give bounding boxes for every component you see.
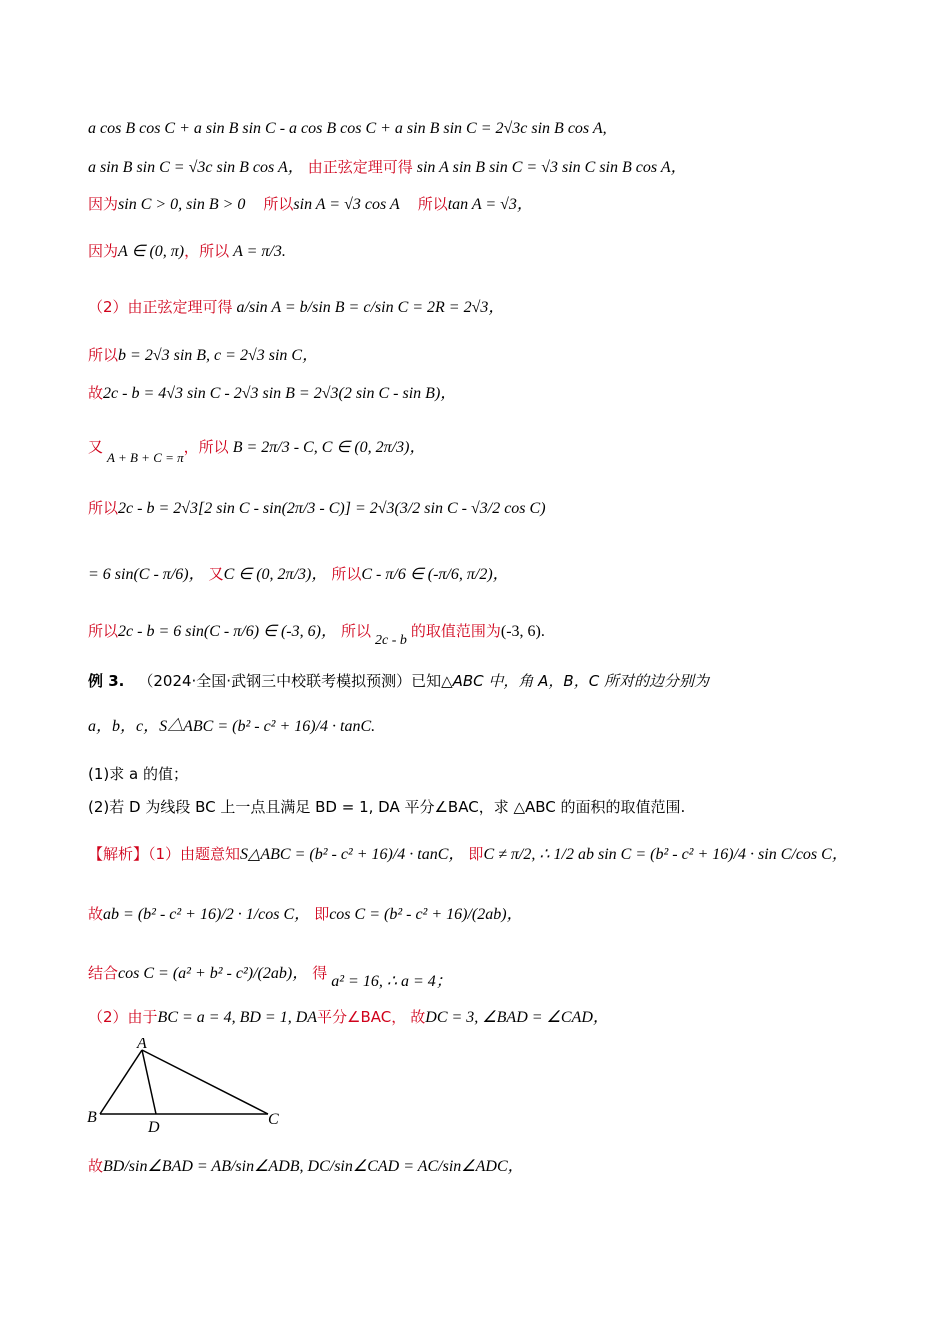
note-text: （2）由正弦定理可得 <box>88 298 233 316</box>
eq-text: C ∈ (0, 2π/3)， <box>223 566 328 583</box>
note-text: ，所以 <box>184 242 230 260</box>
example-label: 例 3. <box>88 672 125 690</box>
eq-line-11 <box>88 620 545 652</box>
eq-text: DC = 3, ∠BAD = ∠CAD， <box>425 1009 609 1026</box>
eq-text: ab = (b² - c² + 16)/2 · 1/cos C， <box>103 906 311 923</box>
note-text: 又 <box>208 565 224 583</box>
note-text: 又 <box>88 438 104 456</box>
eq-text: sin A = √3 cos A <box>293 196 400 213</box>
note-text: 即 <box>468 845 484 863</box>
note-text: 故 <box>88 905 104 923</box>
question-1 <box>88 763 188 785</box>
eq-text: b = 2√3 sin B, c = 2√3 sin C， <box>118 347 319 364</box>
eq-text: a sin B sin C = √3c sin B cos A， <box>88 159 304 176</box>
eq-text: 2c - b = 6 sin(C - π/6) ∈ (-3, 6)， <box>118 623 337 640</box>
note-text: 由正弦定理可得 <box>307 158 413 176</box>
eq-text: A ∈ (0, π) <box>118 243 185 260</box>
eq-text: BC = a = 4, BD = 1, DA <box>157 1009 318 1026</box>
eq-line-6 <box>88 344 318 367</box>
eq-text: a cos B cos C + a sin B sin C - a cos B cos C + a sin B sin C = 2√3c sin B cos A, <box>88 120 607 137</box>
note-text: 平分∠BAC， <box>317 1008 407 1026</box>
eq-text: BD/sin∠BAD = AB/sin∠ADB, DC/sin∠CAD = AC/sin∠ADC， <box>103 1158 524 1175</box>
eq-text: C ≠ π/2, ∴ 1/2 ab sin C = (b² - c² + 16)/4 · sin C/cos C， <box>483 846 848 863</box>
example-source: （2024·全国·武钢三中校联考模拟预测）已知 <box>138 672 442 690</box>
eq-line-3 <box>88 193 533 216</box>
eq-text: sin A sin B sin C = √3 sin C sin B cos A， <box>416 159 687 176</box>
vertex-label-c: C <box>268 1111 279 1128</box>
triangle-figure <box>80 1038 300 1138</box>
note-text: 所以 <box>340 622 371 640</box>
eq-text: A + B + C = π <box>107 450 184 465</box>
eq-line-4 <box>88 240 286 263</box>
example-text: △ABC 中，角 A，B，C 所对的边分别为 <box>441 672 709 690</box>
note-text: （2）由于 <box>88 1008 158 1026</box>
note-text: 所以 <box>331 565 362 583</box>
eq-text: a，b，c，S△ABC = (b² - c² + 16)/4 · tanC. <box>88 718 376 735</box>
note-text: 因为 <box>88 242 119 260</box>
eq-text: S△ABC = (b² - c² + 16)/4 · tanC， <box>240 846 465 863</box>
side-ab <box>100 1050 142 1114</box>
note-text: 所以 <box>88 499 119 517</box>
eq-text: cos C = (b² - c² + 16)/(2ab)， <box>329 906 523 923</box>
eq-line-10 <box>88 563 509 586</box>
question-text: (1)求 a 的值； <box>88 765 188 783</box>
question-text: (2)若 D 为线段 BC 上一点且满足 BD = 1, DA 平分∠BAC，求 △ABC 的面积的取值范围. <box>88 798 686 816</box>
solution-line-2 <box>88 903 523 926</box>
note-text: ，所以 <box>183 438 229 456</box>
note-text: 的取值范围为 <box>410 622 501 640</box>
example-header <box>88 670 709 693</box>
eq-text: 2c - b = 2√3[2 sin C - sin(2π/3 - C)] = 2√3(3/2 sin C - √3/2 cos C) <box>118 500 546 517</box>
note-text: 所以 <box>88 346 119 364</box>
eq-text: tan A = √3， <box>447 196 533 213</box>
vertex-label-b: B <box>87 1109 97 1126</box>
eq-line-5 <box>88 296 504 319</box>
solution-line-1 <box>88 843 848 866</box>
eq-text: C - π/6 ∈ (-π/6, π/2)， <box>361 566 509 583</box>
point-label-d: D <box>148 1119 160 1136</box>
solution-line-3 <box>88 962 452 993</box>
side-ac <box>142 1050 268 1114</box>
eq-line-7 <box>88 382 456 405</box>
segment-ad <box>142 1050 156 1114</box>
eq-text: sin C > 0, sin B > 0 <box>118 196 246 213</box>
note-text: 即 <box>314 905 330 923</box>
note-text: 故 <box>88 384 104 402</box>
eq-text: (-3, 6). <box>500 623 545 640</box>
solution-label: 【解析】（1）由题意知 <box>88 845 241 863</box>
eq-text: cos C = (a² + b² - c²)/(2ab)， <box>118 965 309 982</box>
note-text: 故 <box>410 1008 426 1026</box>
eq-line-1 <box>88 118 607 140</box>
eq-text: a² = 16, ∴ a = 4； <box>331 973 452 990</box>
eq-line-9 <box>88 497 546 520</box>
vertex-label-a: A <box>137 1038 147 1052</box>
note-text: 得 <box>312 964 328 982</box>
eq-text: B = 2π/3 - C, C ∈ (0, 2π/3)， <box>232 439 426 456</box>
eq-line-2 <box>88 156 687 179</box>
note-text: 所以 <box>417 195 448 213</box>
example-condition <box>88 716 375 738</box>
eq-text: A = π/3. <box>233 243 286 260</box>
eq-line-8 <box>88 436 425 469</box>
note-text: 因为 <box>88 195 119 213</box>
eq-text: 2c - b <box>374 633 407 648</box>
eq-text: a/sin A = b/sin B = c/sin C = 2R = 2√3， <box>236 299 505 316</box>
note-text: 结合 <box>88 964 119 982</box>
eq-text: = 6 sin(C - π/6)， <box>88 566 205 583</box>
note-text: 故 <box>88 1157 104 1175</box>
note-text: 所以 <box>88 622 119 640</box>
eq-text: 2c - b = 4√3 sin C - 2√3 sin B = 2√3(2 sin C - sin B)， <box>103 385 457 402</box>
solution-line-4 <box>88 1006 609 1029</box>
note-text: 所以 <box>263 195 294 213</box>
question-2 <box>88 796 685 818</box>
solution-line-5 <box>88 1155 524 1178</box>
